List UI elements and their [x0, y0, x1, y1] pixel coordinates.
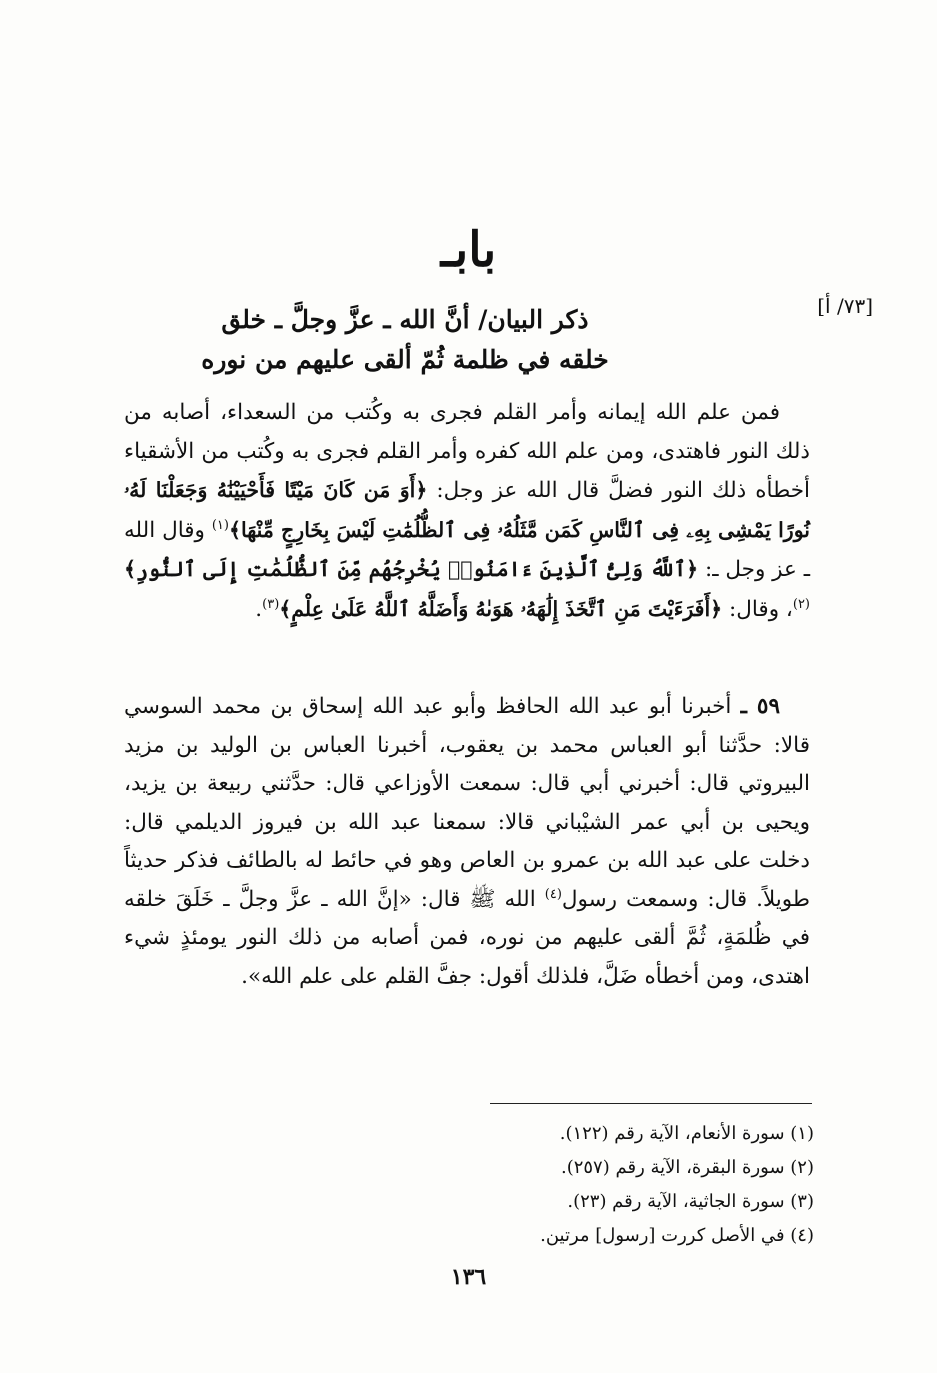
- hadith-number: ٥٩ ـ: [740, 694, 780, 719]
- footnote-item: (٢) سورة البقرة، الآية رقم (٢٥٧).: [560, 1157, 814, 1178]
- quran-quote-2: ﴿ٱللَّهُ وَلِىُّ ٱلَّذِينَ ءَامَنُوا۟ يُخْرِجُهُم مِّنَ ٱلظُّلُمَٰتِ إِلَى ٱلنُّورِ﴾: [123, 557, 699, 581]
- hadith-text-1: أخبرنا أبو عبد الله الحافظ وأبو عبد الله إسحاق بن محمد السوسي قالا: حدَّثنا أبو العباس محمد بن يعقوب، أخبرنا العباس بن الوليد بن مزيد البيروتي قال: أخبرني أبي قال: سمعت الأوزاعي قال: حدَّثني ربيعة بن يزيد، ويحيى بن أبي عمر الشيْباني قالا: سمعنا عبد الله بن فيروز الديلمي قال: دخلت على عبد الله بن عمرو بن العاص وهو في حائط له بالطائف فذكر حديثاً طويلاً. قال: وسمعت رسول: [124, 694, 811, 912]
- footnote-marker-3: (٣): [262, 596, 280, 612]
- intro-paragraph: [124, 394, 810, 629]
- footnotes-list: [400, 1117, 814, 1253]
- section-title-line-1: ذكر البيان/ أنَّ الله ـ عزَّ وجلَّ ـ خلق: [221, 305, 589, 334]
- intro-text-2: وقال الله ـ عز وجل ـ:: [124, 517, 810, 582]
- intro-text-1: فمن علم الله إيمانه وأمر القلم فجرى به وكُتب من السعداء، أصابه من ذلك النور فاهتدى، ومن علم الله كفره وأمر القلم فجرى به وكُتب من الأشقياء أخطأه ذلك النور فضلَّ قال الله عز وجل:: [124, 400, 810, 503]
- footnote-marker-1: (١): [211, 517, 229, 533]
- page-number: ١٣٦: [450, 1264, 487, 1290]
- footnote-item: (٣) سورة الجاثية، الآية رقم (٢٣).: [567, 1191, 814, 1212]
- intro-text-3: ، وقال:: [722, 596, 793, 622]
- section-title: [150, 300, 660, 380]
- intro-text-4: .: [255, 596, 263, 622]
- quran-quote-3: ﴿أَفَرَءَيْتَ مَنِ ٱتَّخَذَ إِلَٰهَهُۥ هَوَىٰهُ وَأَضَلَّهُ ٱللَّهُ عَلَىٰ عِلْمٍ﴾: [279, 596, 723, 621]
- footnote-marker-2: (٢): [792, 596, 810, 612]
- manuscript-folio-reference: [٧٣/ أ]: [817, 294, 873, 318]
- section-title-line-2: خلقه في ظلمة ثُمّ ألقى عليهم من نوره: [201, 345, 609, 374]
- footnote-item: (٤) في الأصل كررت [رسول] مرتين.: [540, 1225, 814, 1246]
- footnote-item: (١) سورة الأنعام، الآية رقم (١٢٢).: [559, 1123, 814, 1144]
- footnote-separator: [490, 1103, 812, 1104]
- footnote-marker-4: (٤): [544, 886, 562, 902]
- chapter-heading: بابـ: [440, 222, 497, 278]
- quran-quote-1: ﴿أَوَ مَن كَانَ مَيْتًا فَأَحْيَيْنَٰهُ وَجَعَلْنَا لَهُۥ نُورًا يَمْشِى بِهِۦ فِى ٱلنَّاسِ كَمَن مَّثَلُهُۥ فِى ٱلظُّلُمَٰتِ لَيْسَ بِخَارِجٍ مِّنْهَا﴾: [124, 478, 810, 542]
- hadith-text-2: الله ﷺ قال: «إنَّ الله ـ عزَّ وجلَّ ـ خَلَقَ خلقه في ظُلمَةٍ، ثُمَّ ألقى عليهم من نوره، فمن أصابه من ذلك النور يومئذٍ شيء اهتدى، ومن أخطأه ضَلَّ، فلذلك أقول: جفَّ القلم على علم الله».: [124, 886, 810, 989]
- hadith-paragraph: [124, 688, 810, 996]
